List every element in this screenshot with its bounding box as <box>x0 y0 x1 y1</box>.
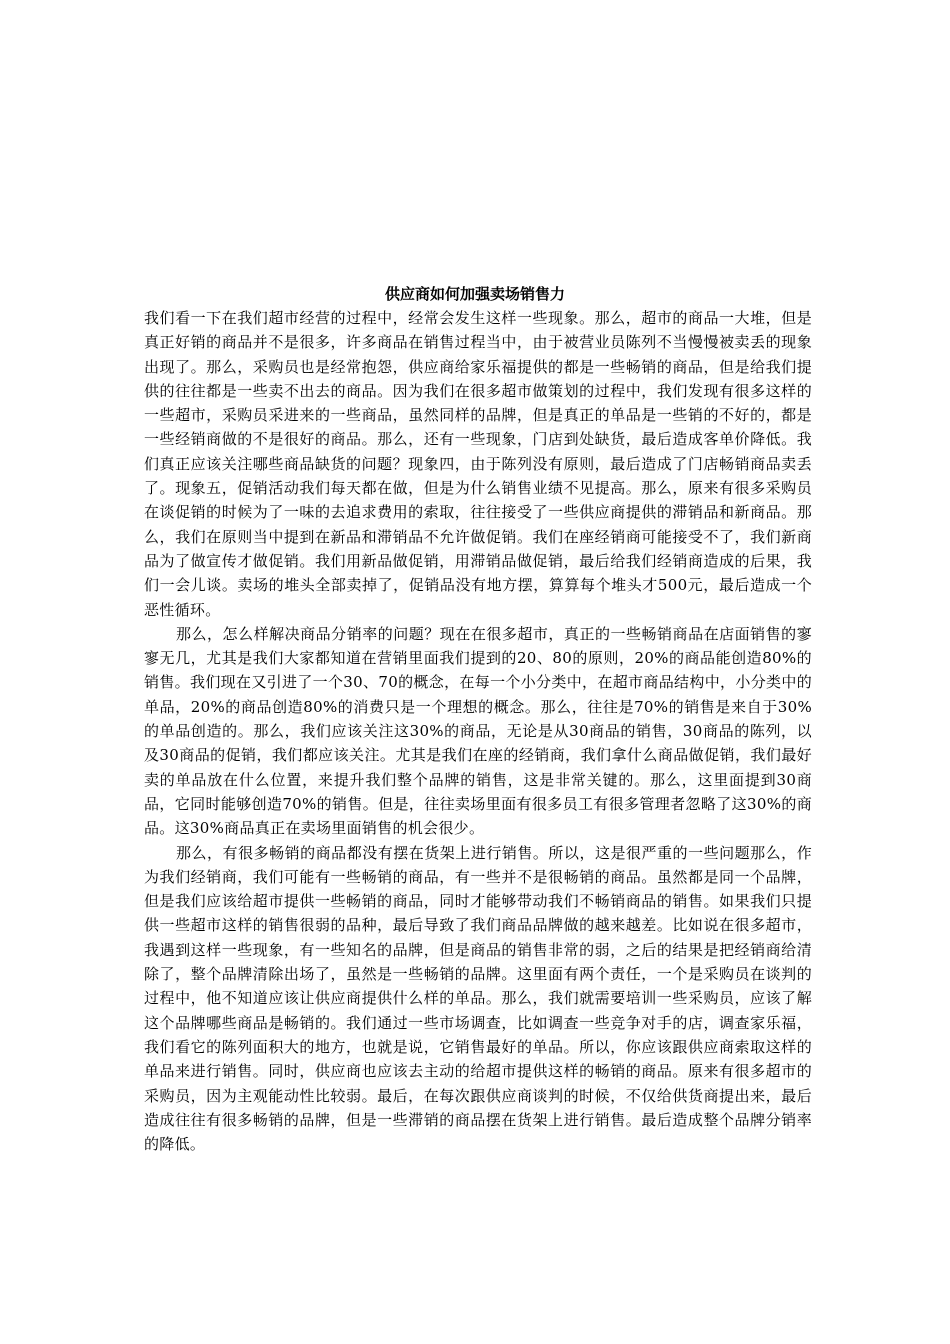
paragraph-2: 那么，怎么样解决商品分销率的问题？现在在很多超市，真正的一些畅销商品在店面销售的寥寥无几，尤其是我们大家都知道在营销里面我们提到的20、80的原则，20%的商品能创造80%的销售。我们现在又引进了一个30、70的概念，在每一个小分类中，在超市商品结构中，小分类中的单品，20%的商品创造80%的消费只是一个理想的概念。那么，往往是70%的销售是来自于30%的单品创造的。那么，我们应该关注这30%的商品，无论是从30商品的销售，30商品的陈列，以及30商品的促销，我们都应该关注。尤其是我们在座的经销商，我们拿什么商品做促销，我们最好卖的单品放在什么位置，来提升我们整个品牌的销售，这是非常关键的。那么，这里面提到30商品，它同时能够创造70%的销售。但是，往往卖场里面有很多员工有很多管理者忽略了这30%的商品。这30%商品真正在卖场里面销售的机会很少。 <box>144 624 812 838</box>
document-title: 供应商如何加强卖场销售力 <box>384 285 565 303</box>
paragraph-3: 那么，有很多畅销的商品都没有摆在货架上进行销售。所以，这是很严重的一些问题那么，作为我们经销商，我们可能有一些畅销的商品，有一些并不是很畅销的商品。虽然都是同一个品牌，但是我们应该给超市提供一些畅销的商品，同时才能够带动我们不畅销商品的销售。如果我们只提供一些超市这样的销售很弱的品种，最后导致了我们商品品牌做的越来越差。比如说在很多超市，我遇到这样一些现象，有一些知名的品牌，但是商品的销售非常的弱，之后的结果是把经销商给清除了，整个品牌清除出场了，虽然是一些畅销的品牌。这里面有两个责任，一个是采购员在谈判的过程中，他不知道应该让供应商提供什么样的单品。那么，我们就需要培训一些采购员，应该了解这个品牌哪些商品是畅销的。我们通过一些市场调查，比如调查一些竞争对手的店，调查家乐福，我们看它的陈列面积大的地方，也就是说，它销售最好的单品。所以，你应该跟供应商索取这样的单品来进行销售。同时，供应商也应该去主动的给超市提供这样的畅销的商品。原来有很多超市的采购员，因为主观能动性比较弱。最后，在每次跟供应商谈判的时候，不仅给供货商提出来，最后造成往往有很多畅销的品牌，但是一些滞销的商品摆在货架上进行销售。最后造成整个品牌分销率的降低。 <box>144 843 812 1154</box>
document-body <box>144 306 812 1156</box>
paragraph-1: 我们看一下在我们超市经营的过程中，经常会发生这样一些现象。那么，超市的商品一大堆，但是真正好销的商品并不是很多，许多商品在销售过程当中，由于被营业员陈列不当慢慢被卖丢的现象出现了。那么，采购员也是经常抱怨，供应商给家乐福提供的都是一些畅销的商品，但是给我们提供的往往都是一些卖不出去的商品。因为我们在很多超市做策划的过程中，我们发现有很多这样的一些超市，采购员采进来的一些商品，虽然同样的品牌，但是真正的单品是一些销的不好的，都是一些经销商做的不是很好的商品。那么，还有一些现象，门店到处缺货，最后造成客单价降低。我们真正应该关注哪些商品缺货的问题？现象四，由于陈列没有原则，最后造成了门店畅销商品卖丢了。现象五，促销活动我们每天都在做，但是为什么销售业绩不见提高。那么，原来有很多采购员在谈促销的时候为了一味的去追求费用的索取，往往接受了一些供应商提供的滞销品和新商品。那么，我们在原则当中提到在新品和滞销品不允许做促销。我们在座经销商可能接受不了，我们新商品为了做宣传才做促销。我们用新品做促销，用滞销品做促销，最后给我们经销商造成的后果，我们一会儿谈。卖场的堆头全部卖掉了，促销品没有地方摆，算算每个堆头才500元，最后造成一个恶性循环。 <box>144 309 812 619</box>
